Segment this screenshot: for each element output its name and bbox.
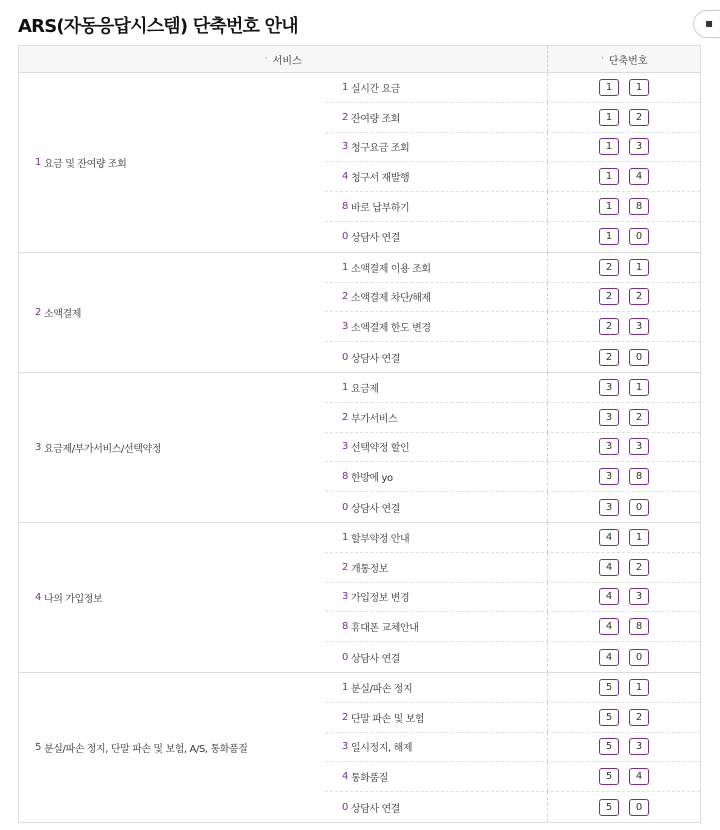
group-number: 5: [35, 741, 41, 753]
key-badge: 2: [629, 288, 649, 305]
item-label: 휴대폰 교체안내: [350, 623, 419, 635]
service-cell: [325, 222, 548, 252]
group-number: 1: [35, 156, 41, 168]
key-badge: 2: [599, 288, 619, 305]
group-text: 요금 및 잔여량 조회: [43, 158, 127, 170]
service-cell: [325, 342, 548, 372]
shortcut-cell: [548, 283, 700, 312]
service-cell: [325, 553, 548, 582]
shortcut-cell: [548, 162, 700, 191]
table-row: [325, 462, 700, 492]
item-label: 단말 파손 및 보험: [350, 713, 425, 725]
key-badge: 4: [599, 529, 619, 546]
key-badge: 1: [599, 228, 619, 245]
key-badge: 3: [629, 738, 649, 755]
service-group: [19, 373, 700, 523]
shortcut-cell: [548, 222, 700, 252]
table-row: [325, 792, 700, 822]
item-label: 분실/파손 정지: [350, 683, 413, 695]
item-label: 한방에 yo: [350, 473, 393, 485]
item-number: 3: [342, 141, 348, 153]
item-label: 잔여량 조회: [350, 113, 401, 125]
shortcut-cell: [548, 673, 700, 702]
item-number: 3: [342, 441, 348, 453]
key-badge: 1: [599, 79, 619, 96]
key-badge: 1: [599, 138, 619, 155]
key-badge: 2: [629, 559, 649, 576]
table-row: [325, 192, 700, 222]
key-badge: 2: [599, 318, 619, 335]
service-group: [19, 673, 700, 823]
key-badge: 5: [599, 679, 619, 696]
shortcut-cell: [548, 73, 700, 102]
key-badge: 1: [629, 79, 649, 96]
item-number: 3: [342, 321, 348, 333]
item-number: 1: [342, 381, 348, 393]
key-badge: 0: [629, 499, 649, 516]
key-badge: 0: [629, 228, 649, 245]
service-cell: [325, 373, 548, 402]
service-cell: [325, 462, 548, 491]
table-row: [325, 73, 700, 103]
table-row: [325, 373, 700, 403]
item-number: 2: [342, 711, 348, 723]
shortcut-cell: [548, 312, 700, 341]
table-row: [325, 222, 700, 252]
shortcut-cell: [548, 762, 700, 791]
service-cell: [325, 433, 548, 462]
key-badge: 3: [629, 588, 649, 605]
shortcut-cell: [548, 492, 700, 522]
item-label: 통화품질: [350, 773, 389, 785]
service-cell: [325, 673, 548, 702]
key-badge: 8: [629, 618, 649, 635]
shortcut-cell: [548, 553, 700, 582]
item-number: 0: [342, 801, 348, 813]
key-badge: 1: [599, 109, 619, 126]
key-badge: 5: [599, 709, 619, 726]
item-label: 상담사 연결: [350, 503, 401, 515]
print-icon: ▪: [705, 16, 714, 30]
shortcut-cell: [548, 642, 700, 672]
service-group: [19, 523, 700, 673]
group-number: 2: [35, 306, 41, 318]
header-code-label: 단축번호: [608, 55, 648, 67]
item-number: 2: [342, 561, 348, 573]
key-badge: 8: [629, 198, 649, 215]
key-badge: 1: [599, 198, 619, 215]
item-label: 청구서 재발행: [350, 173, 410, 185]
table-row: [325, 733, 700, 763]
header-service-label: 서비스: [272, 55, 302, 67]
item-label: 가입정보 변경: [350, 593, 410, 605]
table-row: [325, 583, 700, 613]
item-number: 2: [342, 411, 348, 423]
page-title: ARS(자동응답시스템) 단축번호 안내: [18, 16, 298, 37]
key-badge: 5: [599, 768, 619, 785]
item-number: 4: [342, 171, 348, 183]
shortcut-cell: [548, 433, 700, 462]
table-row: [325, 492, 700, 522]
bullet-icon: ·: [264, 54, 268, 64]
item-label: 소액결제 차단/해제: [350, 293, 431, 305]
key-badge: 3: [599, 468, 619, 485]
item-number: 0: [342, 231, 348, 243]
item-number: 2: [342, 291, 348, 303]
item-label: 상담사 연결: [350, 233, 401, 245]
key-badge: 4: [599, 588, 619, 605]
key-badge: 5: [599, 738, 619, 755]
key-badge: 3: [599, 379, 619, 396]
shortcut-cell: [548, 192, 700, 221]
table-row: [325, 703, 700, 733]
key-badge: 1: [629, 379, 649, 396]
key-badge: 2: [629, 709, 649, 726]
item-label: 선택약정 할인: [350, 443, 410, 455]
key-badge: 8: [629, 468, 649, 485]
group-label: [19, 673, 325, 822]
item-number: 1: [342, 81, 348, 93]
item-label: 할부약정 안내: [350, 533, 410, 545]
item-number: 8: [342, 201, 348, 213]
key-badge: 1: [629, 529, 649, 546]
item-number: 0: [342, 501, 348, 513]
shortcut-cell: [548, 612, 700, 641]
shortcut-cell: [548, 703, 700, 732]
key-badge: 2: [599, 259, 619, 276]
table-row: [325, 103, 700, 133]
table-row: [325, 642, 700, 672]
service-cell: [325, 583, 548, 612]
service-cell: [325, 703, 548, 732]
shortcut-cell: [548, 373, 700, 402]
key-badge: 0: [629, 649, 649, 666]
service-cell: [325, 283, 548, 312]
service-cell: [325, 192, 548, 221]
shortcut-cell: [548, 403, 700, 432]
key-badge: 2: [629, 109, 649, 126]
service-cell: [325, 162, 548, 191]
service-cell: [325, 523, 548, 552]
table-row: [325, 403, 700, 433]
bullet-icon: ·: [600, 54, 604, 64]
shortcut-cell: [548, 523, 700, 552]
service-group: [19, 253, 700, 373]
group-label: [19, 253, 325, 372]
shortcut-cell: [548, 342, 700, 372]
item-number: 3: [342, 591, 348, 603]
shortcut-cell: [548, 733, 700, 762]
item-number: 1: [342, 681, 348, 693]
group-text: 요금제/부가서비스/선택약정: [43, 443, 162, 455]
header-service: [19, 46, 548, 72]
item-number: 8: [342, 471, 348, 483]
service-cell: [325, 133, 548, 162]
service-cell: [325, 253, 548, 282]
key-badge: 4: [629, 168, 649, 185]
service-cell: [325, 792, 548, 822]
key-badge: 3: [599, 409, 619, 426]
service-cell: [325, 403, 548, 432]
item-number: 4: [342, 771, 348, 783]
item-label: 바로 납부하기: [350, 203, 410, 215]
item-label: 부가서비스: [350, 413, 398, 425]
service-cell: [325, 312, 548, 341]
service-cell: [325, 492, 548, 522]
item-label: 개통정보: [350, 563, 389, 575]
group-label: [19, 523, 325, 672]
table-row: [325, 283, 700, 313]
key-badge: 3: [599, 438, 619, 455]
item-number: 0: [342, 651, 348, 663]
item-number: 8: [342, 621, 348, 633]
table-row: [325, 523, 700, 553]
table-row: [325, 253, 700, 283]
key-badge: 1: [629, 679, 649, 696]
item-number: 3: [342, 741, 348, 753]
service-cell: [325, 762, 548, 791]
key-badge: 0: [629, 799, 649, 816]
table-header: [19, 46, 700, 73]
table-row: [325, 673, 700, 703]
top-corner-button[interactable]: [693, 10, 720, 38]
key-badge: 3: [629, 138, 649, 155]
service-cell: [325, 73, 548, 102]
shortcut-cell: [548, 253, 700, 282]
table-row: [325, 133, 700, 163]
service-group: [19, 73, 700, 253]
service-cell: [325, 612, 548, 641]
key-badge: 4: [599, 649, 619, 666]
item-label: 실시간 요금: [350, 83, 401, 95]
key-badge: 2: [629, 409, 649, 426]
group-number: 3: [35, 441, 41, 453]
shortcut-cell: [548, 103, 700, 132]
table-row: [325, 433, 700, 463]
service-cell: [325, 103, 548, 132]
group-label: [19, 373, 325, 522]
key-badge: 4: [599, 618, 619, 635]
key-badge: 2: [599, 349, 619, 366]
item-number: 2: [342, 111, 348, 123]
header-code: [548, 46, 700, 72]
service-cell: [325, 733, 548, 762]
shortcut-cell: [548, 792, 700, 822]
group-label: [19, 73, 325, 252]
key-badge: 4: [629, 768, 649, 785]
item-label: 일시정지, 해제: [350, 743, 413, 755]
group-text: 나의 가입정보: [43, 593, 103, 605]
item-label: 상담사 연결: [350, 653, 401, 665]
shortcut-cell: [548, 462, 700, 491]
item-label: 요금제: [350, 383, 379, 395]
item-number: 1: [342, 531, 348, 543]
key-badge: 3: [629, 318, 649, 335]
table-row: [325, 612, 700, 642]
item-label: 상담사 연결: [350, 353, 401, 365]
key-badge: 0: [629, 349, 649, 366]
shortcut-cell: [548, 583, 700, 612]
key-badge: 3: [599, 499, 619, 516]
table-row: [325, 762, 700, 792]
group-text: 소액결제: [43, 308, 82, 320]
group-number: 4: [35, 591, 41, 603]
key-badge: 4: [599, 559, 619, 576]
shortcut-cell: [548, 133, 700, 162]
item-label: 소액결제 이용 조회: [350, 263, 431, 275]
key-badge: 5: [599, 799, 619, 816]
group-text: 분실/파손 정지, 단말 파손 및 보험, A/S, 통화품질: [43, 743, 248, 755]
service-cell: [325, 642, 548, 672]
item-number: 1: [342, 261, 348, 273]
key-badge: 1: [629, 259, 649, 276]
table-row: [325, 342, 700, 372]
table-row: [325, 553, 700, 583]
table-row: [325, 162, 700, 192]
item-label: 상담사 연결: [350, 803, 401, 815]
table-body: [19, 73, 700, 823]
shortcut-table: [18, 45, 701, 823]
item-number: 0: [342, 351, 348, 363]
table-row: [325, 312, 700, 342]
key-badge: 1: [599, 168, 619, 185]
item-label: 소액결제 한도 변경: [350, 323, 431, 335]
item-label: 청구요금 조회: [350, 143, 410, 155]
key-badge: 3: [629, 438, 649, 455]
